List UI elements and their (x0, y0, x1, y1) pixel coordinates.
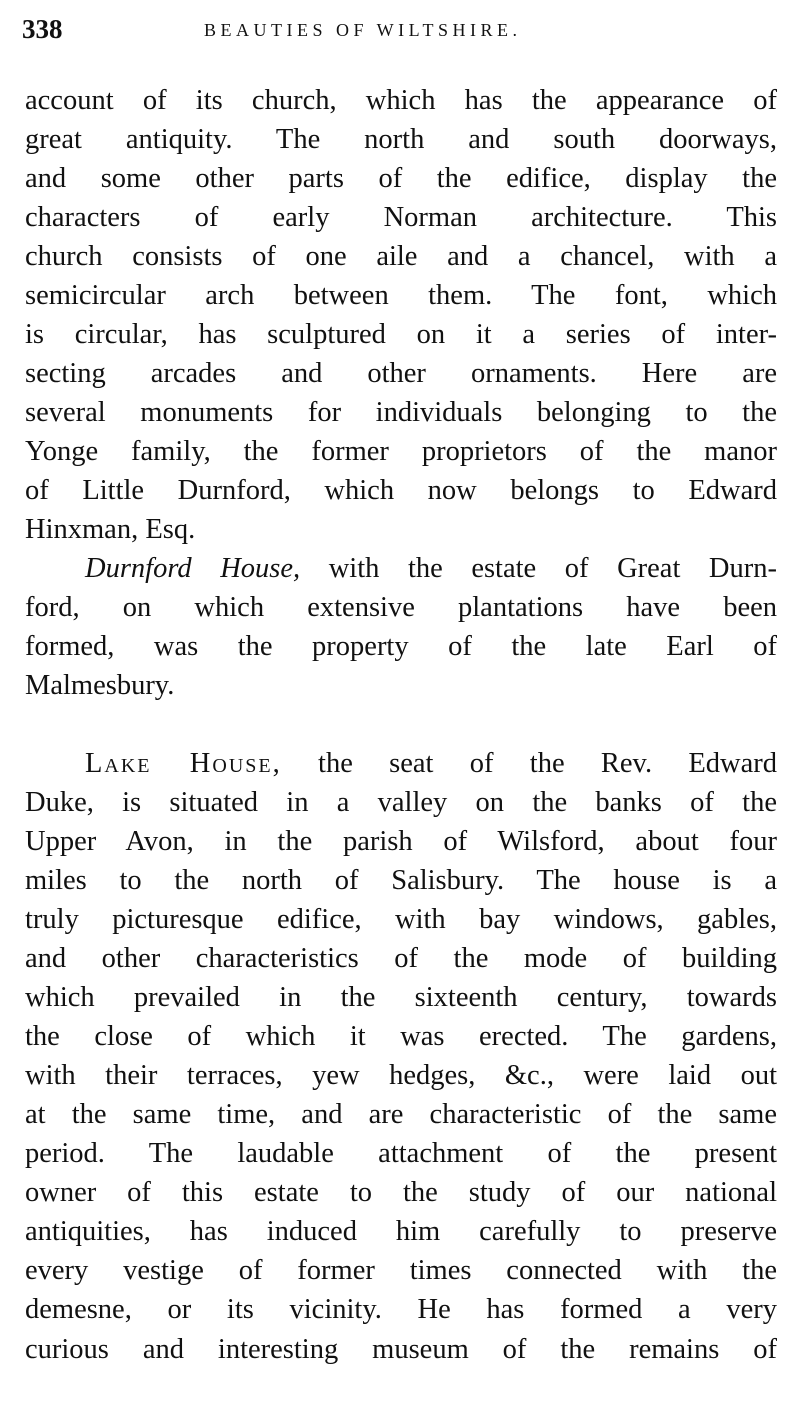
text-line (25, 1290, 777, 1329)
text-line (25, 861, 777, 900)
text-line (25, 1173, 777, 1212)
text-line (25, 471, 777, 510)
page-body-text (25, 81, 777, 1369)
text-segment: every vestige of former times connected with the (25, 1255, 777, 1287)
text-line (25, 432, 777, 471)
text-segment: several monuments for individuals belonging to the (25, 397, 777, 429)
text-segment: antiquities, has induced him carefully to preserve (25, 1216, 777, 1248)
text-segment: Yonge family, the former proprietors of the manor (25, 436, 777, 468)
text-segment: church consists of one aile and a chancel, with a (25, 241, 777, 273)
text-segment: with their terraces, yew hedges, &c., were laid out (25, 1060, 777, 1092)
text-line (25, 549, 777, 588)
text-segment: at the same time, and are characteristic of the same (25, 1099, 777, 1131)
italic-phrase: Durnford House, (85, 553, 301, 585)
text-line (25, 81, 777, 120)
text-segment: the close of which it was erected. The gardens, (25, 1021, 777, 1053)
text-segment: account of its church, which has the appearance of (25, 85, 777, 116)
text-segment: Duke, is situated in a valley on the banks of the (25, 787, 777, 819)
text-line (25, 588, 777, 627)
text-segment: with the estate of Great Durn- (300, 553, 777, 585)
text-line (25, 939, 777, 978)
text-line (25, 744, 777, 783)
text-line (25, 198, 777, 237)
text-line (25, 354, 777, 393)
text-segment: the seat of the Rev. Edward (281, 748, 777, 780)
text-segment: demesne, or its vicinity. He has formed a very (25, 1294, 777, 1326)
text-line (25, 783, 777, 822)
page-header (22, 14, 778, 50)
paragraph-gap (25, 705, 777, 744)
text-line (25, 315, 777, 354)
text-line (25, 1017, 777, 1056)
text-line (25, 1251, 777, 1290)
text-line (25, 1212, 777, 1251)
page-number: 338 (22, 14, 63, 44)
text-segment: semicircular arch between them. The font, which (25, 280, 777, 312)
text-segment: Malmesbury. (25, 670, 175, 702)
text-line (25, 1134, 777, 1173)
small-caps-heading: Lake House, (85, 748, 282, 780)
text-segment: is circular, has sculptured on it a series of inter- (25, 319, 777, 351)
text-line (25, 1056, 777, 1095)
text-segment: and other characteristics of the mode of building (25, 943, 777, 975)
text-line (25, 627, 777, 666)
text-line (25, 120, 777, 159)
text-line (25, 666, 777, 705)
text-segment: curious and interesting museum of the remains of (25, 1333, 777, 1365)
text-segment: truly picturesque edifice, with bay windows, gables, (25, 904, 777, 936)
text-segment: secting arcades and other ornaments. Here are (25, 358, 777, 390)
text-segment: and some other parts of the edifice, display the (25, 163, 777, 195)
text-line (25, 978, 777, 1017)
text-segment: Upper Avon, in the parish of Wilsford, about four (25, 826, 777, 858)
text-line (25, 900, 777, 939)
text-line (25, 1330, 777, 1369)
text-segment: Hinxman, Esq. (25, 514, 196, 546)
running-title: BEAUTIES OF WILTSHIRE. (204, 20, 522, 40)
text-segment: miles to the north of Salisbury. The house is a (25, 865, 777, 897)
text-segment: great antiquity. The north and south doorways, (25, 124, 777, 156)
text-line (25, 1095, 777, 1134)
text-segment: formed, was the property of the late Earl of (25, 631, 777, 663)
text-line (25, 237, 777, 276)
text-line (25, 393, 777, 432)
text-line (25, 159, 777, 198)
text-line (25, 822, 777, 861)
text-segment: characters of early Norman architecture. This (25, 202, 777, 234)
text-segment: ford, on which extensive plantations have been (25, 592, 777, 624)
text-segment: of Little Durnford, which now belongs to Edward (25, 475, 777, 507)
text-segment: owner of this estate to the study of our national (25, 1177, 777, 1209)
text-segment: which prevailed in the sixteenth century, towards (25, 982, 777, 1014)
text-line (25, 276, 777, 315)
text-segment: period. The laudable attachment of the present (25, 1138, 777, 1170)
text-line (25, 510, 777, 549)
